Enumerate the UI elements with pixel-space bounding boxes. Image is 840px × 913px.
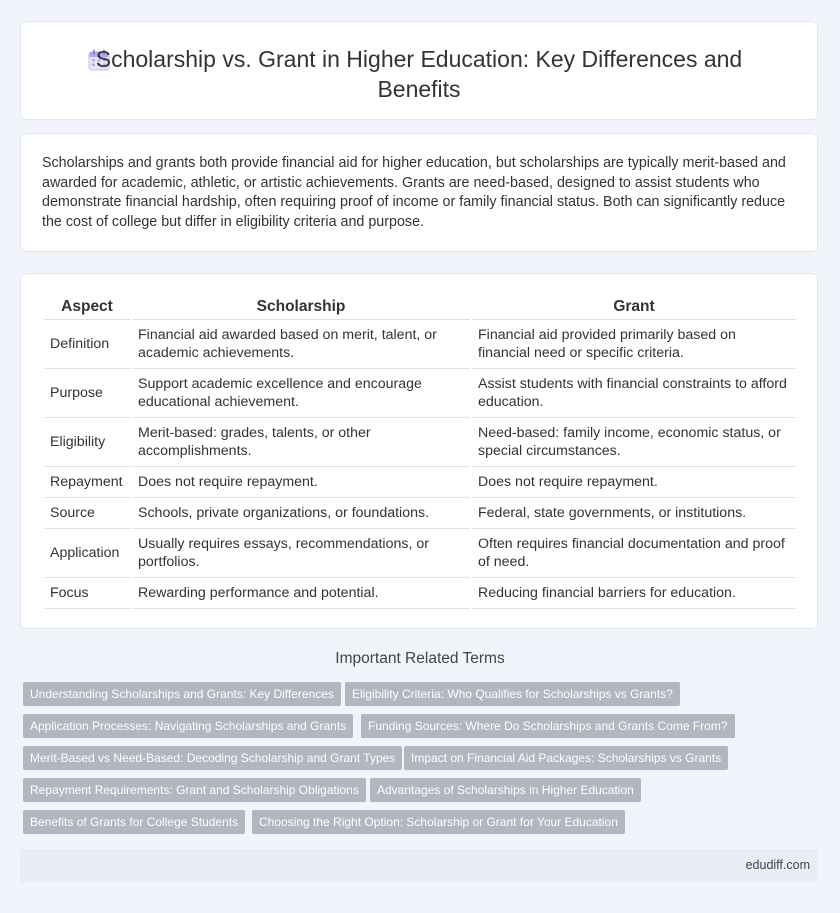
aspect-cell: Repayment xyxy=(44,467,130,498)
scholarship-cell: Rewarding performance and potential. xyxy=(132,578,470,609)
grant-cell: Assist students with financial constraints to afford education. xyxy=(472,369,796,418)
grant-cell: Does not require repayment. xyxy=(472,467,796,498)
scholarship-cell: Schools, private organizations, or foundations. xyxy=(132,498,470,529)
intro-paragraph: Scholarships and grants both provide financial aid for higher education, but scholarships are typically merit-based and awarded for academic, athletic, or artistic achievements. Grants are need-based, designed to assist students who demonstrate financial hardship, often requiring proof of income or family financial status. Both can significantly reduce the cost of college but differ in eligibility criteria and purpose. xyxy=(42,155,786,230)
comparison-table-card xyxy=(20,273,818,629)
aspect-cell: Purpose xyxy=(44,369,130,418)
table-header-row xyxy=(44,294,796,320)
scholarship-cell: Merit-based: grades, talents, or other accomplishments. xyxy=(132,418,470,467)
scholarship-cell: Does not require repayment. xyxy=(132,467,470,498)
header-scholarship: Scholarship xyxy=(132,294,470,320)
aspect-cell: Focus xyxy=(44,578,130,609)
grant-cell: Need-based: family income, economic status, or special circumstances. xyxy=(472,418,796,467)
table-row xyxy=(44,498,796,529)
related-terms-heading: Important Related Terms xyxy=(335,650,505,667)
comparison-table xyxy=(42,294,798,609)
table-row xyxy=(44,418,796,467)
footer xyxy=(20,849,818,882)
table-row xyxy=(44,467,796,498)
related-tag[interactable]: Eligibility Criteria: Who Qualifies for Scholarships vs Grants? xyxy=(345,682,680,706)
page-title: Scholarship vs. Grant in Higher Education: Key Differences and Benefits xyxy=(95,46,743,102)
table-row xyxy=(44,529,796,578)
aspect-cell: Eligibility xyxy=(44,418,130,467)
footer-site-link[interactable]: edudiff.com xyxy=(745,858,810,872)
header-grant: Grant xyxy=(472,294,796,320)
scholarship-cell: Usually requires essays, recommendations, or portfolios. xyxy=(132,529,470,578)
related-tag[interactable]: Repayment Requirements: Grant and Scholarship Obligations xyxy=(23,778,366,802)
grant-cell: Financial aid provided primarily based on financial need or specific criteria. xyxy=(472,320,796,369)
related-tag[interactable]: Understanding Scholarships and Grants: Key Differences xyxy=(23,682,341,706)
related-tag[interactable]: Choosing the Right Option: Scholarship or Grant for Your Education xyxy=(252,810,625,834)
aspect-cell: Application xyxy=(44,529,130,578)
related-tag[interactable]: Advantages of Scholarships in Higher Education xyxy=(370,778,641,802)
table-row xyxy=(44,320,796,369)
related-tag[interactable]: Impact on Financial Aid Packages: Scholarships vs Grants xyxy=(404,746,728,770)
related-tag[interactable]: Funding Sources: Where Do Scholarships and Grants Come From? xyxy=(361,714,735,738)
intro-card xyxy=(20,133,818,252)
header-aspect: Aspect xyxy=(44,294,130,320)
aspect-cell: Definition xyxy=(44,320,130,369)
related-tag[interactable]: Benefits of Grants for College Students xyxy=(23,810,245,834)
scholarship-cell: Financial aid awarded based on merit, talent, or academic achievements. xyxy=(132,320,470,369)
scholarship-cell: Support academic excellence and encourage educational achievement. xyxy=(132,369,470,418)
grant-cell: Federal, state governments, or institutions. xyxy=(472,498,796,529)
header-card xyxy=(20,21,818,120)
related-tag[interactable]: Merit-Based vs Need-Based: Decoding Scholarship and Grant Types xyxy=(23,746,402,770)
grant-cell: Reducing financial barriers for education. xyxy=(472,578,796,609)
table-row xyxy=(44,578,796,609)
grant-cell: Often requires financial documentation and proof of need. xyxy=(472,529,796,578)
related-tag[interactable]: Application Processes: Navigating Scholarships and Grants xyxy=(23,714,353,738)
aspect-cell: Source xyxy=(44,498,130,529)
table-row xyxy=(44,369,796,418)
